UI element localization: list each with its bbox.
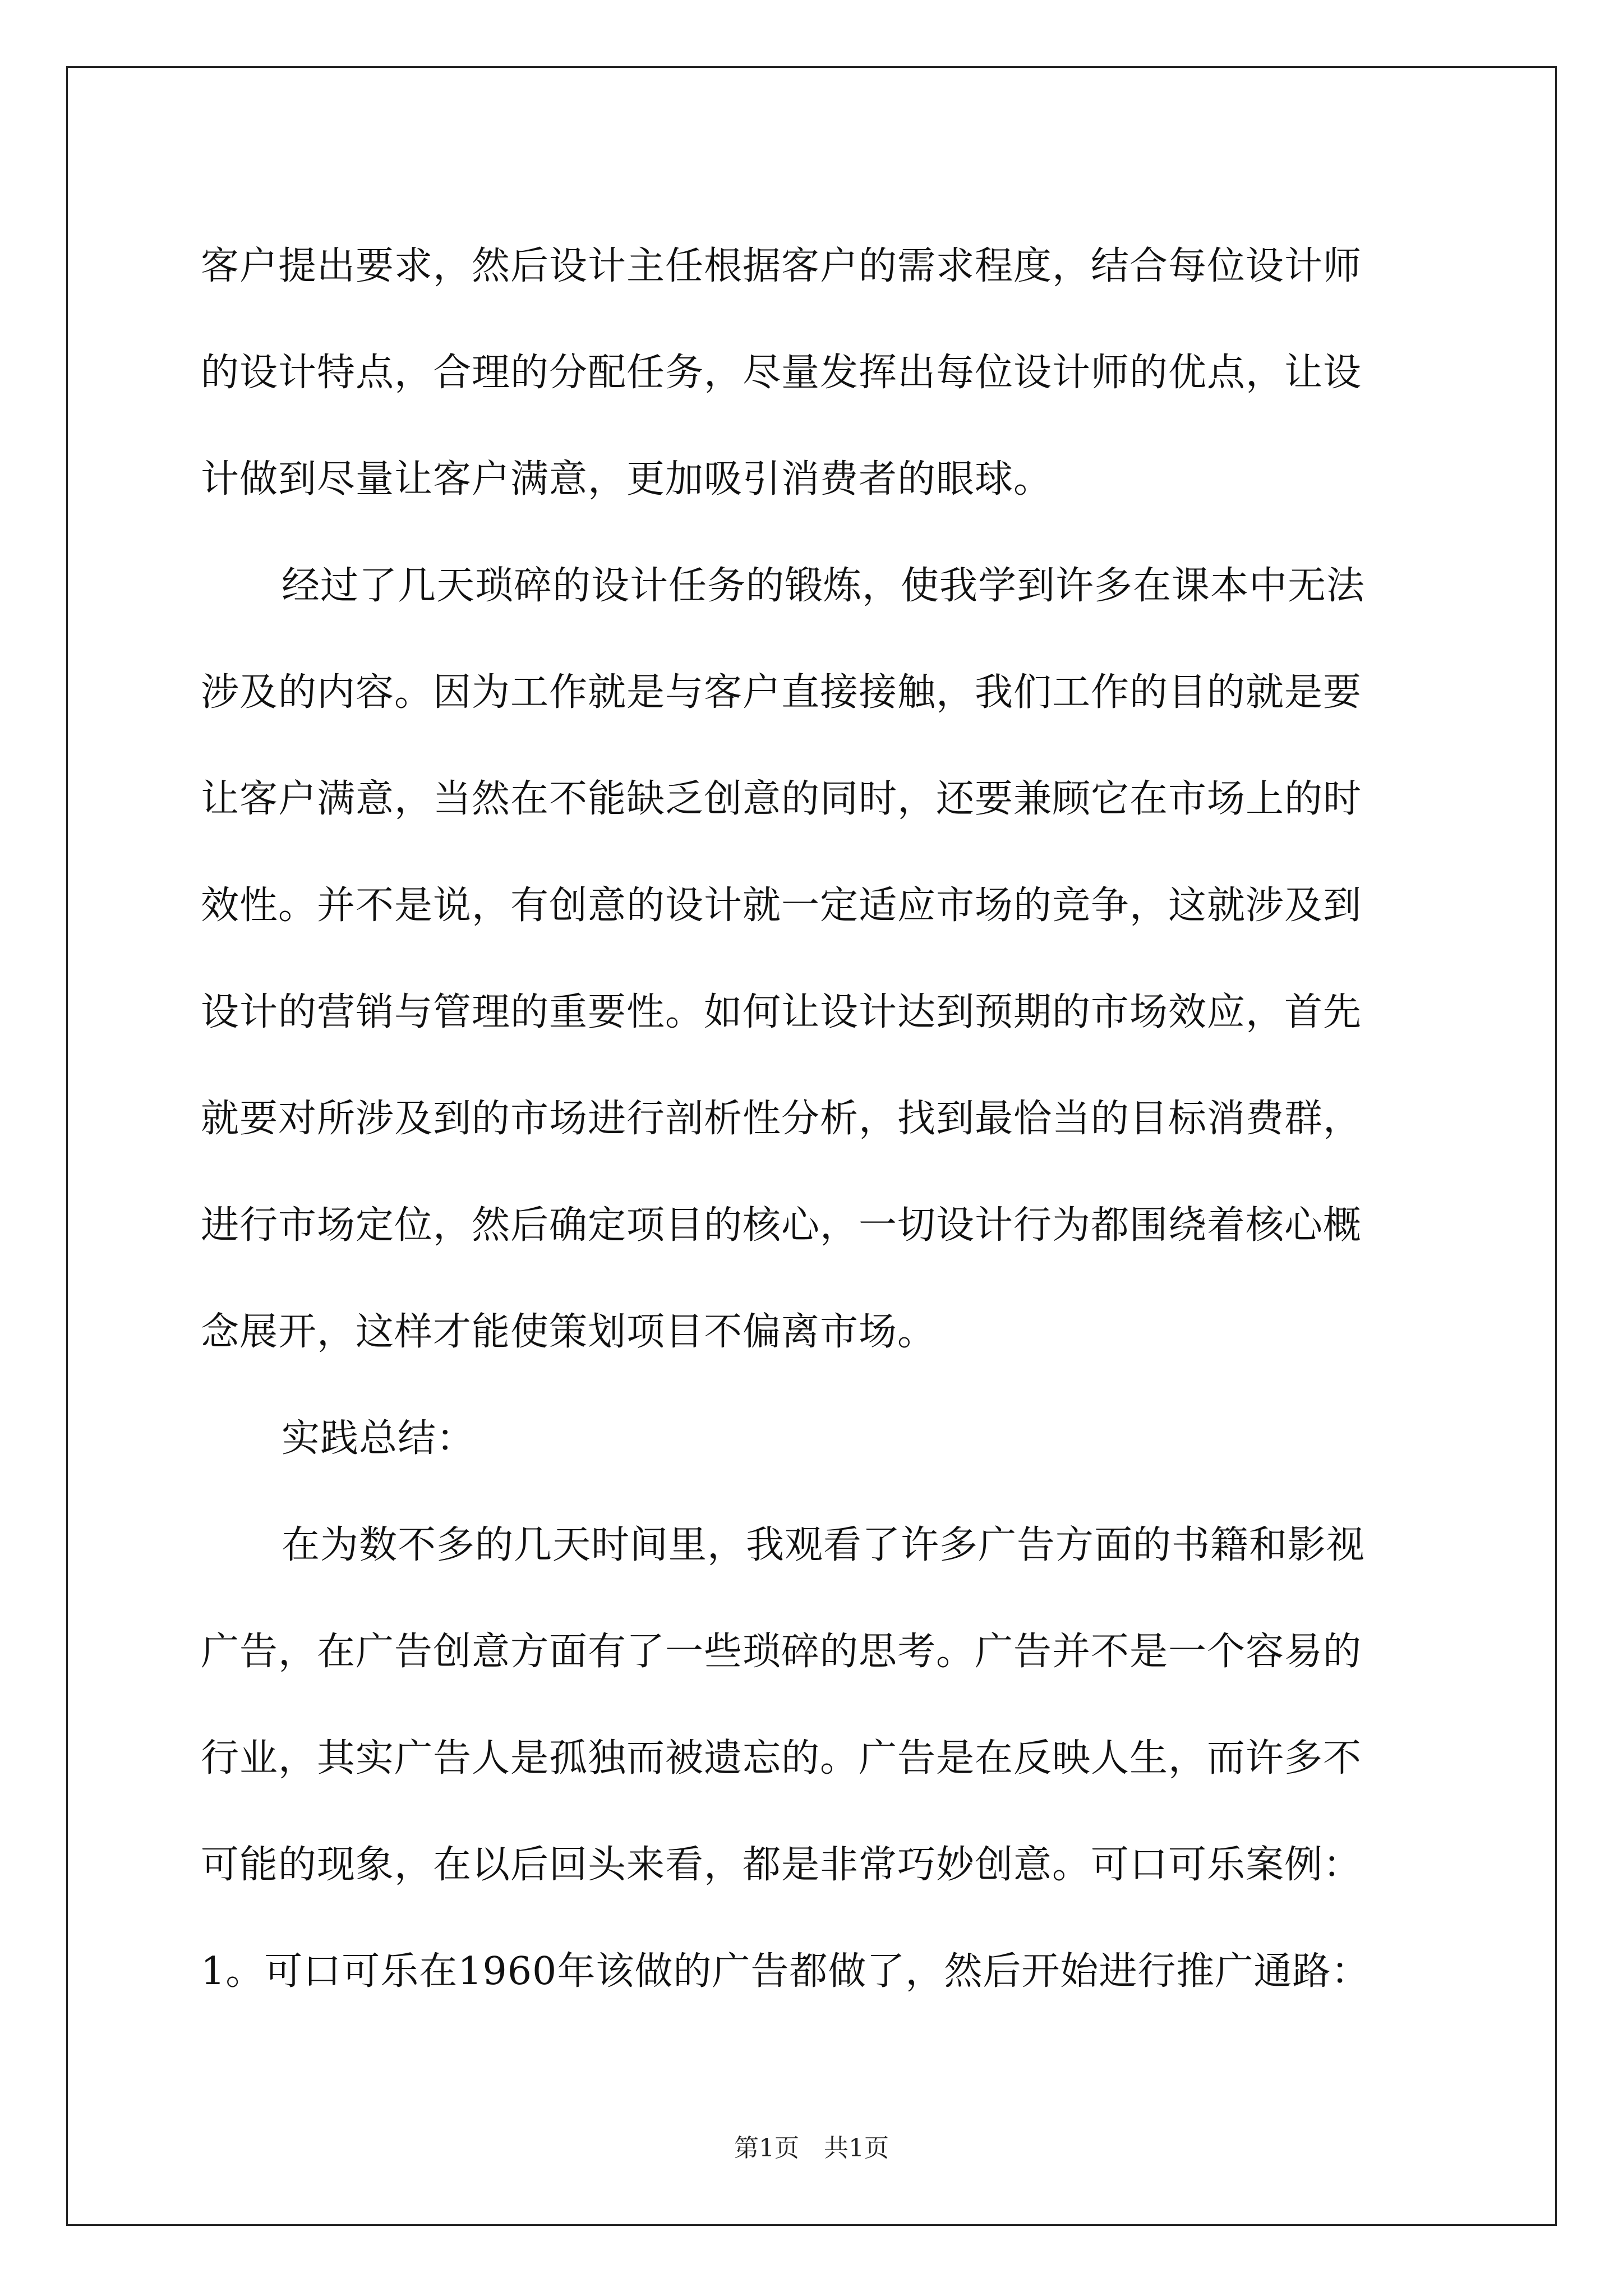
text-line: 广告，在广告创意方面有了一些琐碎的思考。广告并不是一个容易的 [201, 1630, 1362, 1674]
text-line: 念展开，这样才能使策划项目不偏离市场。 [201, 1310, 937, 1354]
text-line: 客户提出要求，然后设计主任根据客户的需求程度，结合每位设计师 [201, 244, 1362, 288]
text-line: 经过了几天琐碎的设计任务的锻炼，使我学到许多在课本中无法 [282, 564, 1366, 608]
section-heading: 实践总结： [282, 1416, 476, 1461]
text-line: 的设计特点，合理的分配任务，尽量发挥出每位设计师的优点，让设 [201, 351, 1362, 395]
text-line: 计做到尽量让客户满意，更加吸引消费者的眼球。 [201, 457, 1053, 501]
text-line: 进行市场定位，然后确定项目的核心，一切设计行为都围绕着核心概 [201, 1203, 1362, 1248]
text-line: 设计的营销与管理的重要性。如何让设计达到预期的市场效应，首先 [201, 990, 1362, 1034]
text-line: 在为数不多的几天时间里，我观看了许多广告方面的书籍和影视 [282, 1523, 1366, 1567]
text-line: 涉及的内容。因为工作就是与客户直接接触，我们工作的目的就是要 [201, 670, 1362, 715]
text-line: 1。可口可乐在1960年该做的广告都做了，然后开始进行推广通路： [201, 1949, 1370, 1994]
text-line: 可能的现象，在以后回头来看，都是非常巧妙创意。可口可乐案例： [201, 1843, 1362, 1887]
text-line: 让客户满意，当然在不能缺乏创意的同时，还要兼顾它在市场上的时 [201, 777, 1362, 821]
text-line: 效性。并不是说，有创意的设计就一定适应市场的竞争，这就涉及到 [201, 884, 1362, 928]
text-line: 就要对所涉及到的市场进行剖析性分析，找到最恰当的目标消费群， [201, 1097, 1362, 1141]
text-line: 行业，其实广告人是孤独而被遗忘的。广告是在反映人生，而许多不 [201, 1736, 1362, 1780]
page-footer: 第1页 共1页 [734, 2134, 889, 2162]
document-body [201, 213, 1429, 2025]
